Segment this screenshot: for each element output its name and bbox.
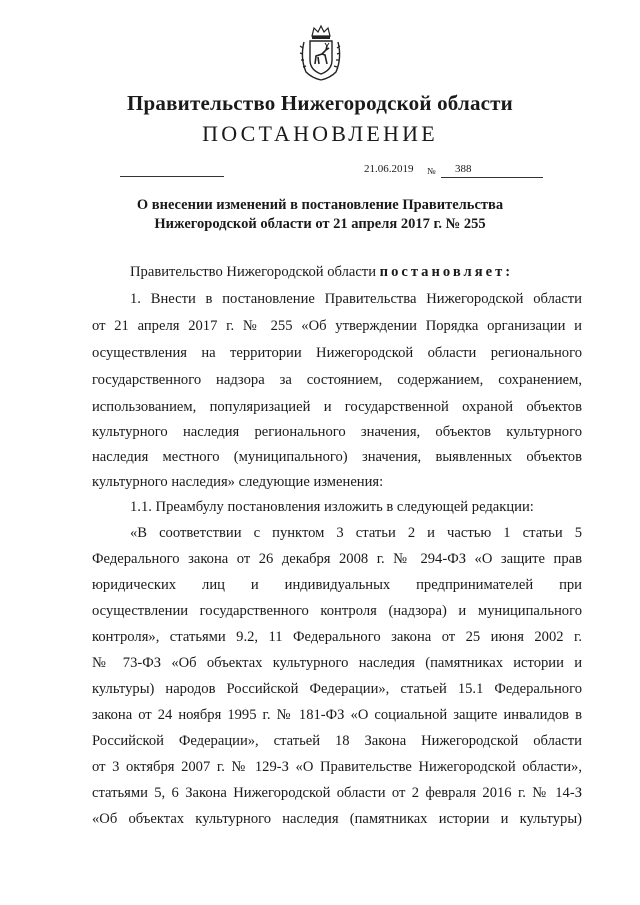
body-line: осуществления на территории Нижегородской области регионального (92, 345, 582, 361)
preamble-verb: постановляет: (379, 264, 514, 280)
body-line: наследия местного (муниципального) значения, выявленных объектов (92, 449, 582, 465)
body-line: 1. Внести в постановление Правительства Нижегородской области (130, 291, 582, 307)
body-line: 1.1. Преамбулу постановления изложить в следующей редакции: (130, 499, 534, 515)
body-line: «Об объектах культурного наследия (памятниках истории и культуры) (92, 811, 582, 827)
body-line: от 3 октября 2007 г. № 129-З «О Правительстве Нижегородской области», (92, 759, 582, 775)
body-line: культурного наследия» следующие изменения: (92, 474, 384, 490)
body-line: Российской Федерации», статьей 18 Закона Нижегородской области (92, 733, 582, 749)
registration-number: 388 (441, 163, 543, 178)
body-line: культуры) народов Российской Федерации», статьей 15.1 Федерального (92, 681, 582, 697)
body-line: культурного наследия регионального значения, объектов культурного (92, 424, 582, 440)
body-line: юридических лиц и индивидуальных предпринимателей при (92, 577, 582, 593)
registration-blank-line (120, 176, 224, 177)
body-line: контроля», статьями 9.2, 11 Федерального закона от 25 июня 2002 г. (92, 629, 582, 645)
body-line: государственного надзора за состоянием, содержанием, сохранением, (92, 372, 582, 388)
body-line: закона от 24 ноября 1995 г. № 181-ФЗ «О социальной защите инвалидов в (92, 707, 582, 723)
body-line: использованием, популяризацией и государственной охраной объектов (92, 399, 582, 415)
number-sign: № (427, 166, 436, 176)
body-line: статьями 5, 6 Закона Нижегородской области от 2 февраля 2016 г. № 14-З (92, 785, 582, 801)
document-subject (80, 196, 560, 234)
preamble-prefix: Правительство Нижегородской области (130, 264, 380, 280)
government-name: Правительство Нижегородской области (127, 91, 513, 115)
body-line: «В соответствии с пунктом 3 статьи 2 и частью 1 статьи 5 (130, 525, 582, 541)
body-line: № 73-ФЗ «Об объектах культурного наследия (памятниках истории и (92, 655, 582, 671)
body-line: от 21 апреля 2017 г. № 255 «Об утверждении Порядка организации и (92, 318, 582, 334)
subject-line: О внесении изменений в постановление Правительства (136, 197, 504, 213)
body-line: осуществлении государственного контроля (надзора) и муниципального (92, 603, 582, 619)
document-type: ПОСТАНОВЛЕНИЕ (202, 121, 438, 146)
body-line: Федерального закона от 26 декабря 2008 г. № 294-ФЗ «О защите прав (92, 551, 582, 567)
subject-line: Нижегородской области от 21 апреля 2017 г. № 255 (154, 216, 486, 232)
coat-of-arms-icon (298, 24, 344, 82)
registration-date: 21.06.2019 (364, 163, 414, 175)
preamble (130, 262, 582, 282)
